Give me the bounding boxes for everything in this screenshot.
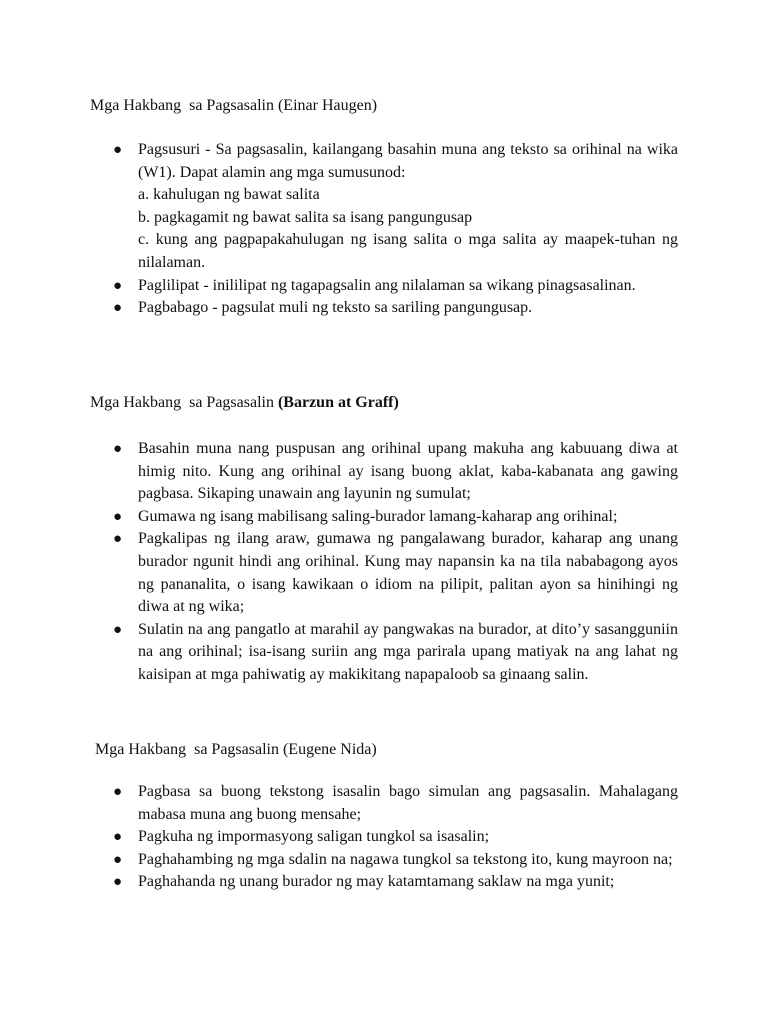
bullet-list bbox=[90, 438, 678, 687]
section-heading bbox=[90, 95, 678, 117]
list-item bbox=[95, 871, 678, 894]
heading-prefix: Mga Hakbang sa Pagsasalin bbox=[90, 394, 278, 411]
list-item-text: Pagkalipas ng ilang araw, gumawa ng pangalawang burador, kaharap ang unang burador ngunit hindi ang orihinal. Kung may napansin ka na tila nababagong ayos ng pananalita, o isang kawikaan o idiom na pilipit, palitan ayon sa hinihingi ng diwa at ng wika; bbox=[138, 530, 678, 616]
bullet-icon: ● bbox=[113, 142, 123, 158]
list-item bbox=[90, 275, 678, 298]
list-item-text: Pagsusuri - Sa pagsasalin, kailangang basahin muna ang teksto sa orihinal na wika (W1). Dapat alamin ang mga sumusunod: bbox=[138, 141, 678, 181]
bullet-icon: ● bbox=[113, 277, 123, 294]
heading-prefix: Mga Hakbang sa Pagsasalin bbox=[95, 741, 283, 758]
sub-item: c. kung ang pagpapakahulugan ng isang salita o mga salita ay maapek-tuhan ng nilalaman. bbox=[138, 231, 678, 271]
bullet-icon: ● bbox=[113, 300, 123, 317]
list-item-text: Sulatin na ang pangatlo at marahil ay pangwakas na burador, at dito’y sasangguniin na ang orihinal; isa-isang suriin ang mga parirala upang matiyak na ang lahat ng kaisipan at mga pahiwatig ay makikitang napapaloob sa ginaang salin. bbox=[138, 620, 678, 683]
sub-item: a. kahulugan ng bawat salita bbox=[138, 186, 320, 204]
heading-prefix: Mga Hakbang sa Pagsasalin bbox=[90, 97, 278, 114]
bullet-icon: ● bbox=[113, 621, 123, 638]
section-heading bbox=[95, 739, 678, 761]
list-item bbox=[95, 781, 678, 826]
list-item bbox=[95, 826, 678, 849]
list-item bbox=[90, 297, 678, 320]
bullet-list bbox=[90, 139, 678, 320]
sub-item: b. pagkagamit ng bawat salita sa isang pangungusap bbox=[138, 208, 473, 226]
list-item bbox=[90, 528, 678, 618]
heading-author: (Barzun at Graff) bbox=[277, 394, 399, 411]
list-item-text: Gumawa ng isang mabilisang saling-burador lamang-kaharap ang orihinal; bbox=[138, 507, 618, 525]
list-item bbox=[95, 849, 678, 872]
bullet-icon: ● bbox=[113, 441, 123, 457]
list-item bbox=[90, 506, 678, 529]
section-eugene-nida bbox=[95, 739, 678, 894]
list-item-text: Pagbabago - pagsulat muli ng teksto sa sariling pangungusap. bbox=[138, 299, 533, 317]
list-item-text: Pagkuha ng impormasyong saligan tungkol sa isasalin; bbox=[138, 828, 490, 846]
bullet-icon: ● bbox=[113, 531, 123, 548]
list-item bbox=[90, 438, 678, 506]
list-item bbox=[90, 139, 678, 275]
section-heading bbox=[90, 392, 678, 414]
list-item-text: Basahin muna nang puspusan ang orihinal upang makuha ang kabuuang diwa at himig nito. Kung ang orihinal ay isang buong aklat, kaba-kabanata ang gawing pagbasa. Sikaping unawain ang layunin ng sumulat; bbox=[138, 440, 678, 503]
bullet-icon: ● bbox=[113, 874, 123, 891]
heading-author: (Einar Haugen) bbox=[277, 97, 378, 114]
section-einar-haugen bbox=[90, 95, 678, 320]
bullet-icon: ● bbox=[113, 784, 123, 800]
list-item bbox=[90, 619, 678, 687]
bullet-list bbox=[95, 781, 678, 894]
list-item-text: Pagbasa sa buong tekstong isasalin bago simulan ang pagsasalin. Mahalagang mabasa muna ang buong mensahe; bbox=[138, 783, 678, 823]
bullet-icon: ● bbox=[113, 508, 123, 525]
list-item-text: Paghahanda ng unang burador ng may katamtamang saklaw na mga yunit; bbox=[138, 873, 615, 891]
bullet-icon: ● bbox=[113, 851, 123, 868]
heading-author: (Eugene Nida) bbox=[282, 741, 377, 758]
bullet-icon: ● bbox=[113, 829, 123, 846]
list-item-text: Paglilipat - inililipat ng tagapagsalin ang nilalaman sa wikang pinagsasalinan. bbox=[138, 276, 636, 294]
section-barzun-at-graff bbox=[90, 392, 678, 687]
list-item-text: Paghahambing ng mga sdalin na nagawa tungkol sa tekstong ito, kung mayroon na; bbox=[138, 850, 673, 868]
